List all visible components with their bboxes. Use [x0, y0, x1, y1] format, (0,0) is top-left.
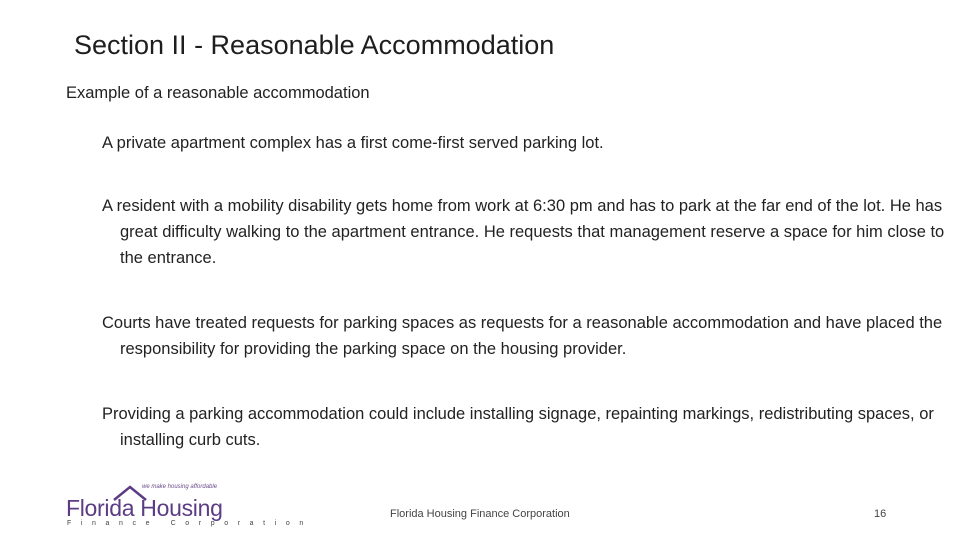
logo-tagline: we make housing affordable — [142, 484, 218, 490]
paragraph-2: A resident with a mobility disability gets home from work at 6:30 pm and has to park at the far end of the lot. He has great difficulty walking to the apartment entrance. He requests that management reserve a space for him close to the entrance. — [102, 197, 945, 267]
logo-subname: Finance Corporation — [67, 520, 313, 527]
paragraph-3: Courts have treated requests for parking spaces as requests for a reasonable accommodation and have placed the responsibility for providing the parking space on the housing provider. — [102, 314, 943, 358]
page-number: 16 — [874, 508, 887, 520]
slide-title: Section II - Reasonable Accommodation — [74, 30, 555, 60]
logo-name: Florida Housing — [66, 495, 223, 521]
paragraph-1: A private apartment complex has a first come-first served parking lot. — [102, 134, 604, 152]
slide-subtitle: Example of a reasonable accommodation — [66, 84, 370, 102]
paragraph-4: Providing a parking accommodation could include installing signage, repainting markings, redistributing spaces, or installing curb cuts. — [102, 405, 934, 449]
florida-housing-logo — [64, 484, 313, 530]
footer-text: Florida Housing Finance Corporation — [390, 508, 570, 520]
